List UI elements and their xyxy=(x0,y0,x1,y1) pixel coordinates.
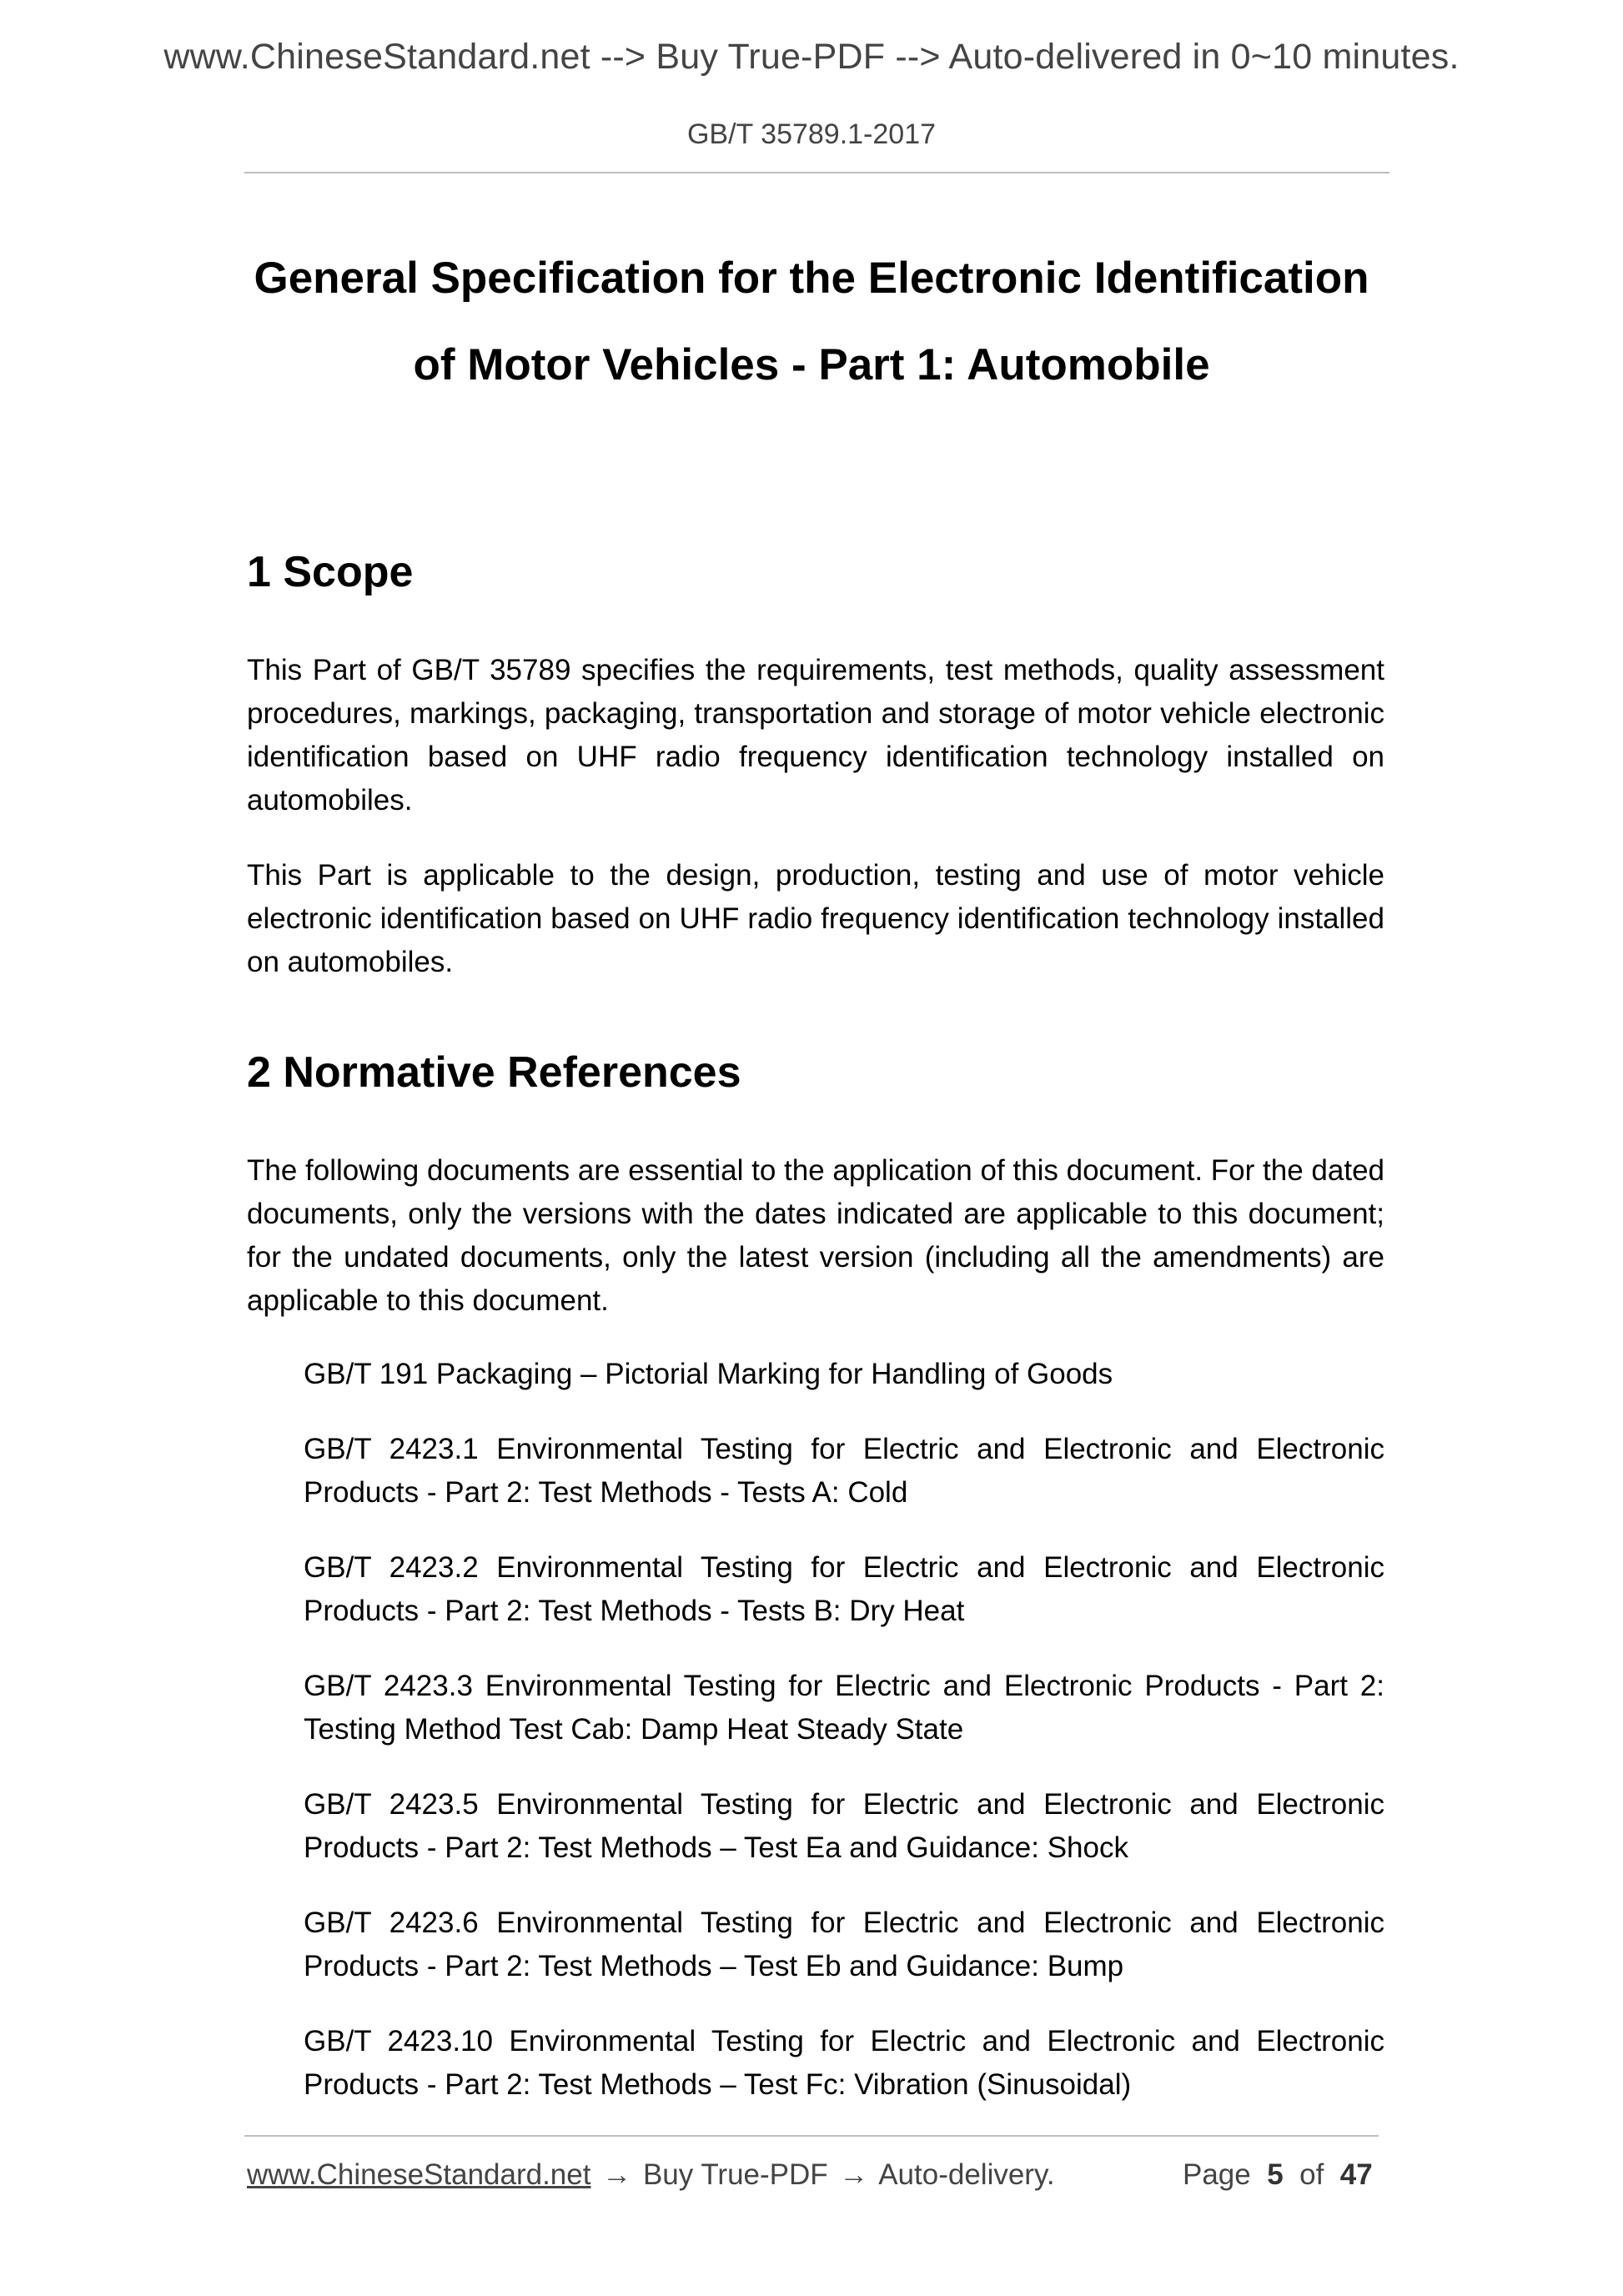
reference-item: GB/T 2423.3 Environmental Testing for Electric and Electronic Products - Part 2: Testing Method Test Cab: Damp Heat Steady State xyxy=(304,1670,1384,1746)
reference-item: GB/T 2423.1 Environmental Testing for Electric and Electronic and Electronic Products - Part 2: Test Methods - Tests A: Cold xyxy=(304,1433,1384,1509)
reference-item: GB/T 2423.2 Environmental Testing for Electric and Electronic and Electronic Products - Part 2: Test Methods - Tests B: Dry Heat xyxy=(304,1551,1384,1627)
reference-item: GB/T 2423.6 Environmental Testing for Electric and Electronic and Electronic Products - Part 2: Test Methods – Test Eb and Guidance: Bump xyxy=(304,1907,1384,1982)
page-current: 5 xyxy=(1267,2158,1284,2191)
page-of: of xyxy=(1299,2158,1324,2191)
page-indicator xyxy=(1183,2158,1373,2192)
page-label: Page xyxy=(1183,2158,1251,2191)
section-heading-scope: 1 Scope xyxy=(247,548,414,596)
reference-item: GB/T 2423.10 Environmental Testing for Electric and Electronic and Electronic Products - Part 2: Test Methods – Test Fc: Vibration (Sinusoidal) xyxy=(304,2025,1384,2101)
footer-site-link[interactable]: www.ChineseStandard.net xyxy=(247,2158,591,2191)
footer-delivery-text: Auto-delivery. xyxy=(878,2158,1055,2191)
footer-divider xyxy=(244,2135,1379,2137)
page-total: 47 xyxy=(1339,2158,1373,2191)
references-intro: The following documents are essential to the application of this document. For the dated documents, only the versions with the dates indicated are applicable to this document; for the undated documents, only the latest version (including all the amendments) are applicable to this document. xyxy=(247,1154,1384,1317)
document-code: GB/T 35789.1-2017 xyxy=(686,118,937,150)
title-line-2: of Motor Vehicles - Part 1: Automobile xyxy=(413,340,1210,389)
footer-promo xyxy=(247,2158,1055,2192)
document-title xyxy=(209,235,1414,409)
arrow-right-icon: → xyxy=(602,2158,632,2191)
top-banner: www.ChineseStandard.net --> Buy True-PDF --> Auto-delivered in 0~10 minutes. xyxy=(163,37,1460,77)
title-line-1: General Specification for the Electronic Identification xyxy=(254,254,1369,303)
arrow-right-icon: → xyxy=(839,2158,869,2191)
header-divider xyxy=(244,172,1389,173)
scope-paragraph-1: This Part of GB/T 35789 specifies the requirements, test methods, quality assessment procedures, markings, packaging, transportation and storage of motor vehicle electronic identification based on UHF radio frequency identification technology installed on automobiles. xyxy=(247,654,1384,816)
section-heading-normative-references: 2 Normative References xyxy=(247,1048,741,1097)
scope-paragraph-2: This Part is applicable to the design, production, testing and use of motor vehicle electronic identification based on UHF radio frequency identification technology installed on automobiles. xyxy=(247,859,1384,978)
footer-buy-text: Buy True-PDF xyxy=(642,2158,828,2191)
reference-item: GB/T 191 Packaging – Pictorial Marking for Handling of Goods xyxy=(304,1358,1113,1390)
reference-item: GB/T 2423.5 Environmental Testing for Electric and Electronic and Electronic Products - Part 2: Test Methods – Test Ea and Guidance: Shock xyxy=(304,1788,1384,1864)
